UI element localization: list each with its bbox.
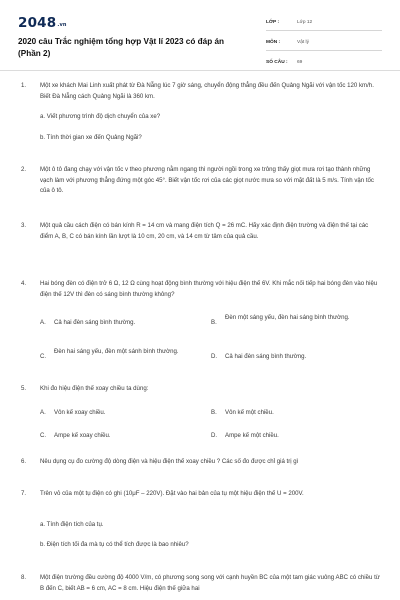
document-header (18, 10, 382, 68)
logo-tld: .vn (57, 22, 67, 28)
option-letter: B. (211, 319, 217, 326)
site-logo[interactable] (18, 15, 67, 31)
question-number: 4. (21, 280, 27, 287)
option-text: Cả hai đèn sáng bình thường. (54, 319, 136, 326)
question-number: 6. (21, 458, 27, 465)
option-letter: B. (211, 409, 217, 416)
option-letter: D. (211, 432, 218, 439)
option-letter: C. (40, 353, 47, 360)
option-text: Cả hai đèn sáng bình thường. (225, 353, 307, 360)
question-text: Hai bóng đèn có điện trở 6 Ω, 12 Ω cùng hoạt động bình thường với hiệu điện thế 6V. Khi mắc nối tiếp hai bóng đèn vào hiệu điện thế 12V thì đèn có sáng bình thường không? (40, 280, 378, 298)
meta-value: Vật lý (297, 40, 309, 45)
question-text: Một ô tô đang chạy với vận tốc v theo phương nằm ngang thì người ngồi trong xe trông thấy giọt mưa rơi tạo thành những vạch làm với phương thẳng đứng một góc 45°. Biết vận tốc rơi của các giọt nước mưa so với mặt đất là 5 m/s. Tính vận tốc của ô tô. (40, 166, 374, 194)
option-text: Đèn một sáng yếu, đèn hai sáng bình thường. (225, 314, 350, 321)
document-meta (266, 16, 382, 76)
question-number: 5. (21, 385, 27, 392)
meta-label: LỚP : (266, 20, 280, 25)
meta-value: Lớp 12 (297, 20, 313, 25)
question-1-part-a: a. Viết phương trình độ dịch chuyển của xe? (40, 113, 161, 120)
question-1-part-b: b. Tính thời gian xe đến Quảng Ngãi? (40, 134, 142, 141)
meta-label: SỐ CÂU : (266, 60, 288, 65)
header-divider (0, 70, 400, 71)
option-letter: A. (40, 409, 46, 416)
option-text: Đèn hai sáng yếu, đèn một sánh bình thường. (54, 348, 179, 355)
question-text: Một xe khách Mai Linh xuất phát từ Đà Nẵng lúc 7 giờ sáng, chuyển động thẳng đều đến Quảng Ngãi với vận tốc 120 km/h. Biết Đà Nẵng cách Quảng Ngãi là 360 km. (40, 82, 374, 100)
question-7-part-a: a. Tính điện tích của tụ. (40, 521, 104, 528)
question-text: Khi đo hiệu điện thế xoay chiều ta dùng: (40, 385, 149, 392)
option-letter: C. (40, 432, 47, 439)
question-text: Một quả cầu cách điện có bán kính R = 14 cm và mang điện tích Q = 26 mC. Hãy xác định điện trường và điện thế tại các điểm A, B, C có bán kính lần lượt là 10 cm, 20 cm, và 14 cm từ tâm của quả cầu. (40, 222, 369, 240)
option-text: Vôn kế xoay chiều. (54, 409, 106, 416)
meta-row-subject (266, 36, 382, 51)
question-number: 2. (21, 166, 27, 173)
option-text: Vôn kế một chiều. (225, 409, 274, 416)
question-number: 7. (21, 490, 27, 497)
document-title: 2020 câu Trắc nghiệm tổng hợp Vật lí 2023 có đáp án (Phần 2) (18, 37, 225, 58)
question-7-part-b: b. Điện tích tối đa mà tụ có thể tích được là bao nhiêu? (40, 541, 189, 548)
meta-value: 69 (297, 60, 303, 65)
option-letter: D. (211, 353, 218, 360)
question-number: 8. (21, 574, 27, 581)
option-text: Ampe kế xoay chiều. (54, 432, 111, 439)
meta-row-class (266, 16, 382, 31)
logo-text: 2048 (18, 15, 57, 31)
question-text: Một điện trường đều cường độ 4000 V/m, có phương song song với cạnh huyền BC của một tam giác vuông ABC có chiều từ B đến C, biết AB = 6 cm, AC = 8 cm. Hiệu điện thế giữa hai (40, 574, 380, 592)
question-text: Nêu dụng cụ đo cường độ dòng điện và hiệu điện thế xoay chiều ? Các số đo được chỉ giá trị gì (40, 458, 299, 465)
option-letter: A. (40, 319, 46, 326)
question-number: 3. (21, 222, 27, 229)
meta-label: MÔN : (266, 40, 281, 45)
question-number: 1. (21, 82, 27, 89)
question-text: Trên vỏ của một tụ điện có ghi (10μF – 220V). Đặt vào hai bản của tụ một hiệu điện thế U = 200V. (40, 490, 304, 497)
meta-row-count (266, 56, 382, 71)
option-text: Ampe kế một chiều. (225, 432, 279, 439)
